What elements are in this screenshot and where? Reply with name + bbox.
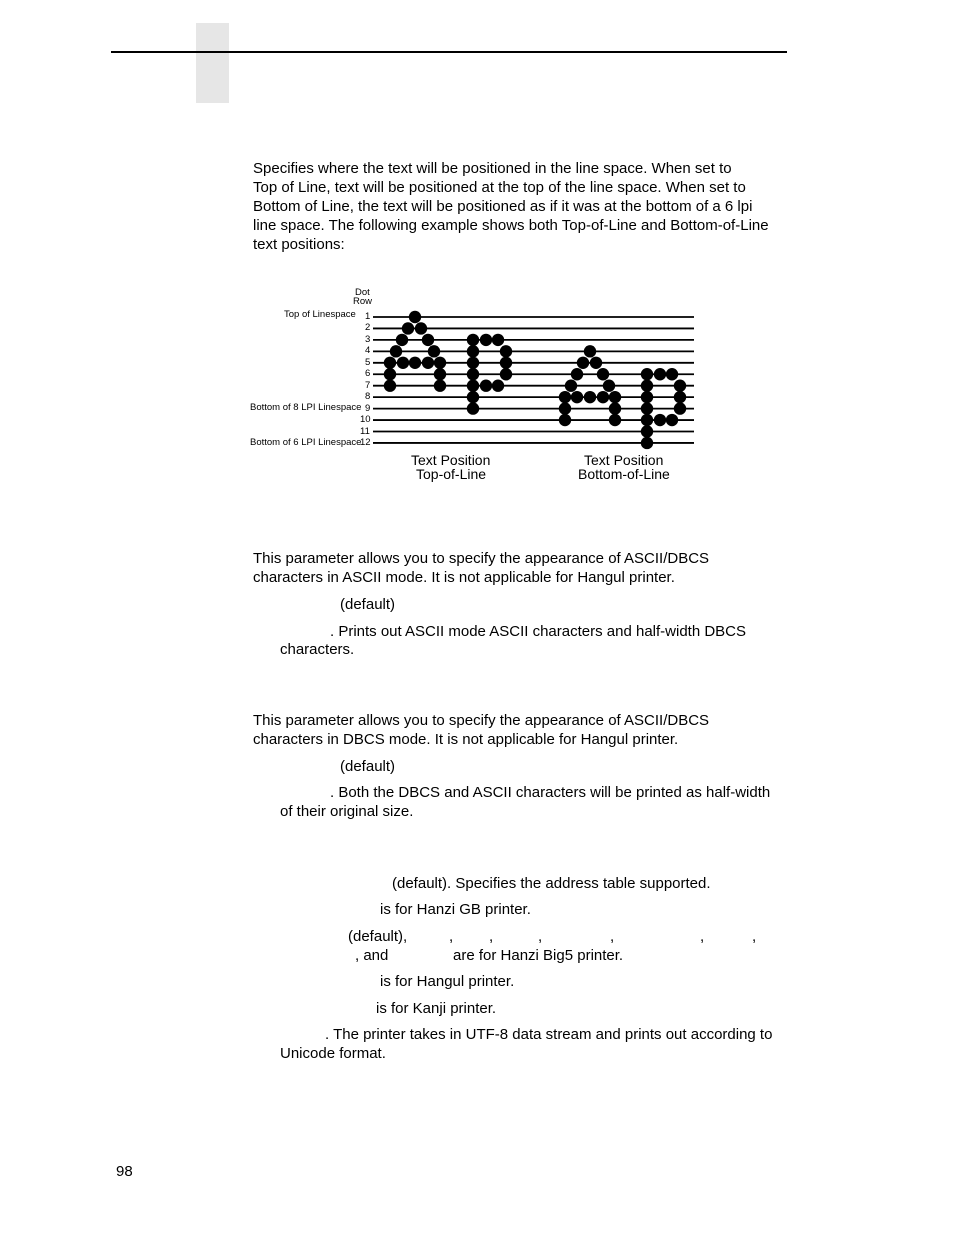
matrix-dot xyxy=(609,402,621,414)
matrix-dot xyxy=(500,357,512,369)
ascii-option-default: (default) xyxy=(340,596,396,613)
caption-left-2: Top-of-Line xyxy=(416,466,487,482)
matrix-dot xyxy=(609,414,621,426)
address-line7: . The printer takes in UTF-8 data stream and prints out according to xyxy=(325,1026,773,1043)
matrix-dot xyxy=(492,380,504,392)
dbcs-paragraph xyxy=(253,711,793,749)
matrix-dot xyxy=(597,368,609,380)
matrix-dot xyxy=(428,345,440,357)
matrix-dot xyxy=(402,322,414,334)
page-number: 98 xyxy=(116,1163,133,1180)
matrix-dot xyxy=(422,334,434,346)
matrix-dot xyxy=(390,345,402,357)
caption-right-1: Text Position xyxy=(584,452,664,468)
matrix-dot xyxy=(597,391,609,403)
address-line4-and: , and xyxy=(355,947,389,964)
matrix-dot xyxy=(415,322,427,334)
address-line2: is for Hanzi GB printer. xyxy=(380,901,531,918)
intro-line: Specifies where the text will be positioned in the line space. When set to xyxy=(253,160,732,177)
dbcs-option2-line2: of their original size. xyxy=(280,803,414,820)
row-number: 2 xyxy=(365,322,371,334)
matrix-dot xyxy=(641,414,653,426)
address-comma: , xyxy=(489,928,494,945)
matrix-dot xyxy=(559,402,571,414)
matrix-dot xyxy=(467,345,479,357)
matrix-dot xyxy=(409,357,421,369)
matrix-dot xyxy=(654,414,666,426)
matrix-dot xyxy=(467,368,479,380)
matrix-dot xyxy=(571,391,583,403)
matrix-dot xyxy=(384,368,396,380)
matrix-dot xyxy=(434,368,446,380)
dot-row-header-1: Dot xyxy=(355,287,370,298)
matrix-dot xyxy=(434,380,446,392)
dbcs-option2-line1: . Both the DBCS and ASCII characters will be printed as half-width xyxy=(330,784,771,801)
row-number: 5 xyxy=(365,356,371,368)
ascii-option2-line1: . Prints out ASCII mode ASCII characters and half-width DBCS xyxy=(330,623,747,640)
matrix-dot xyxy=(467,391,479,403)
matrix-dot xyxy=(584,345,596,357)
matrix-dot xyxy=(480,334,492,346)
caption-left-1: Text Position xyxy=(411,452,491,468)
address-line4-rest: are for Hanzi Big5 printer. xyxy=(453,947,624,964)
address-line5: is for Hangul printer. xyxy=(380,973,515,990)
matrix-dot xyxy=(559,391,571,403)
row-number: 4 xyxy=(365,345,371,357)
address-comma: , xyxy=(538,928,543,945)
label-top-of-linespace: Top of Linespace xyxy=(284,309,356,320)
matrix-dot xyxy=(674,402,686,414)
matrix-dot xyxy=(609,391,621,403)
row-number: 9 xyxy=(365,402,371,414)
matrix-dot xyxy=(674,391,686,403)
dot-row-header-2: Row xyxy=(353,296,373,307)
row-number: 11 xyxy=(360,425,370,437)
intro-line: line space. The following example shows both Top-of-Line and Bottom-of-Line xyxy=(253,217,769,234)
address-comma: , xyxy=(449,928,454,945)
caption-right-2: Bottom-of-Line xyxy=(578,466,670,482)
dbcs-line: characters in DBCS mode. It is not applicable for Hangul printer. xyxy=(253,731,679,748)
matrix-dot xyxy=(565,380,577,392)
matrix-dot xyxy=(641,368,653,380)
matrix-dot xyxy=(603,380,615,392)
matrix-dot xyxy=(467,357,479,369)
matrix-dot xyxy=(467,402,479,414)
row-number: 6 xyxy=(365,368,371,380)
matrix-dot xyxy=(467,334,479,346)
matrix-dot xyxy=(641,437,653,449)
dbcs-line: This parameter allows you to specify the appearance of ASCII/DBCS xyxy=(253,712,710,729)
address-comma: , xyxy=(610,928,615,945)
matrix-dot xyxy=(641,425,653,437)
matrix-dot xyxy=(480,380,492,392)
matrix-dot xyxy=(666,414,678,426)
row-number: 8 xyxy=(365,391,371,403)
matrix-dot xyxy=(559,414,571,426)
matrix-dot xyxy=(674,380,686,392)
address-line6: is for Kanji printer. xyxy=(376,1000,497,1017)
address-line1: (default). Specifies the address table supported. xyxy=(392,875,711,892)
ascii-line: This parameter allows you to specify the appearance of ASCII/DBCS xyxy=(253,550,710,567)
matrix-dot xyxy=(384,380,396,392)
matrix-dot xyxy=(641,402,653,414)
row-number: 10 xyxy=(360,414,371,426)
ascii-paragraph xyxy=(253,549,793,587)
intro-line: Top of Line, text will be positioned at the top of the line space. When set to xyxy=(253,179,746,196)
row-number: 3 xyxy=(365,333,371,345)
row-number: 12 xyxy=(360,436,371,448)
matrix-dot xyxy=(500,345,512,357)
address-comma: , xyxy=(700,928,705,945)
matrix-dot xyxy=(577,357,589,369)
matrix-dot xyxy=(434,357,446,369)
dot-glyphs xyxy=(384,311,686,449)
matrix-dot xyxy=(666,368,678,380)
matrix-dot xyxy=(641,380,653,392)
row-number: 7 xyxy=(365,379,371,391)
address-line8: Unicode format. xyxy=(280,1045,386,1062)
ascii-line: characters in ASCII mode. It is not applicable for Hangul printer. xyxy=(253,569,675,586)
intro-line: text positions: xyxy=(253,236,345,253)
matrix-dot xyxy=(397,357,409,369)
address-comma: , xyxy=(752,928,757,945)
matrix-dot xyxy=(500,368,512,380)
row-number: 1 xyxy=(365,311,371,322)
label-bottom-8lpi: Bottom of 8 LPI Linespace xyxy=(250,402,362,413)
matrix-dot xyxy=(584,391,596,403)
matrix-dot xyxy=(654,368,666,380)
matrix-dot xyxy=(641,391,653,403)
matrix-dot xyxy=(384,357,396,369)
ascii-option2-line2: characters. xyxy=(280,641,355,658)
label-bottom-6lpi: Bottom of 6 LPI Linespace xyxy=(250,437,362,448)
address-line3-default: (default), xyxy=(348,928,408,945)
matrix-dot xyxy=(467,380,479,392)
matrix-dot xyxy=(396,334,408,346)
dbcs-option-default: (default) xyxy=(340,758,396,775)
matrix-dot xyxy=(590,357,602,369)
matrix-dot xyxy=(571,368,583,380)
matrix-dot xyxy=(492,334,504,346)
matrix-dot xyxy=(409,311,421,323)
intro-line: Bottom of Line, the text will be positioned as if it was at the bottom of a 6 lpi xyxy=(253,198,753,215)
matrix-dot xyxy=(422,357,434,369)
